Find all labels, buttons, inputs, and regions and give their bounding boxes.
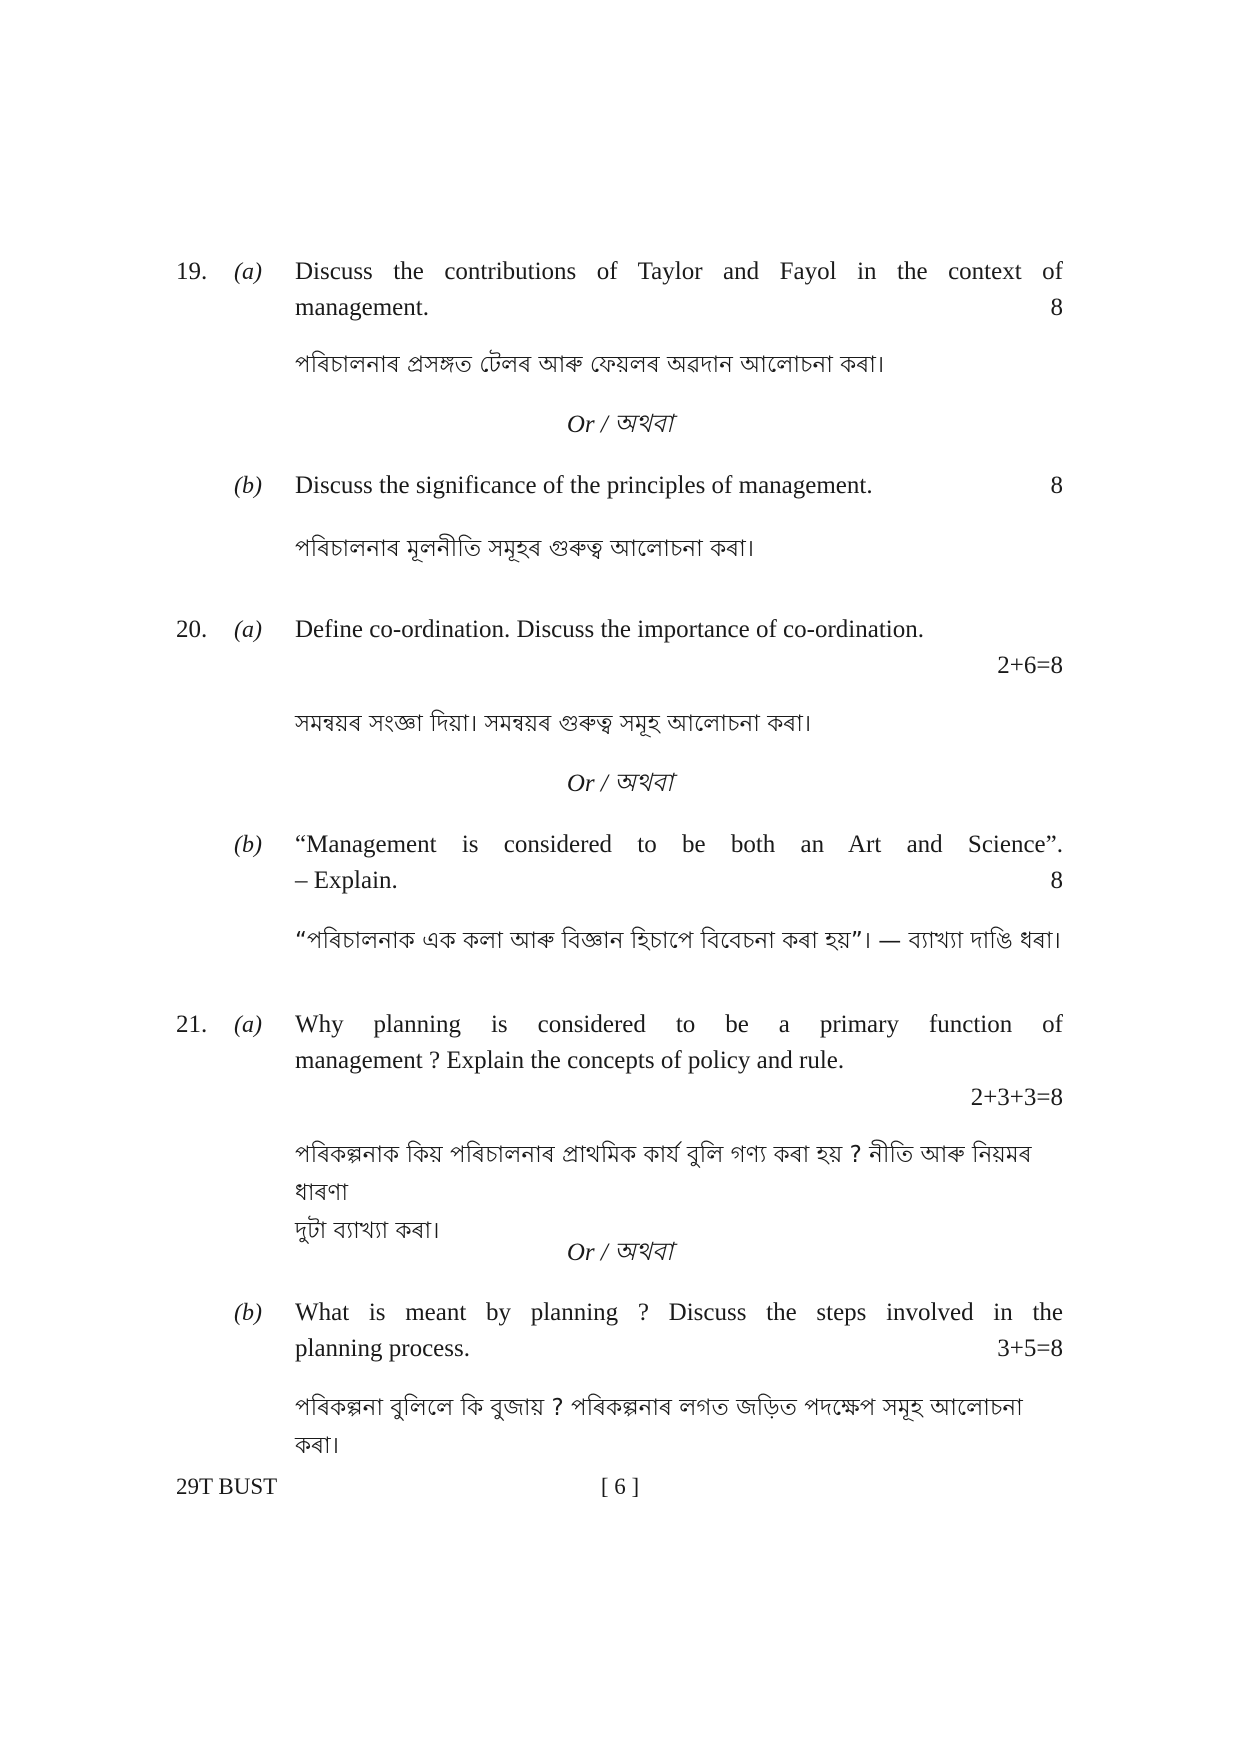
- marks: 8: [1050, 294, 1063, 321]
- part-label: (b): [234, 473, 262, 499]
- question-text-en: [295, 612, 1063, 648]
- marks: 8: [1050, 867, 1063, 894]
- text-line: – Explain.: [295, 867, 398, 894]
- question-text-as: পৰিচালনাৰ মূলনীতি সমূহৰ গুৰুত্ব আলোচনা কৰা।: [295, 536, 755, 562]
- marks: 2+3+3=8: [970, 1084, 1063, 1111]
- or-divider: Or / অথবা: [566, 411, 674, 438]
- text-line: What is meant by planning ? Discuss the steps involved in the: [295, 1299, 1063, 1326]
- part-label: (b): [234, 832, 262, 858]
- text-line: Define co-ordination. Discuss the importance of co-ordination.: [295, 616, 924, 643]
- question-text-as: পৰিচালনাৰ প্ৰসঙ্গত টেলৰ আৰু ফেয়লৰ অৱদান আলোচনা কৰা।: [295, 352, 885, 378]
- marks: 3+5=8: [997, 1335, 1063, 1362]
- text-line: planning process.: [295, 1335, 470, 1362]
- question-text-en: [295, 468, 1063, 504]
- marks: 8: [1050, 472, 1063, 499]
- part-label: (a): [234, 259, 262, 285]
- question-text-as: সমন্বয়ৰ সংজ্ঞা দিয়া। সমন্বয়ৰ গুৰুত্ব সমূহ আলোচনা কৰা।: [295, 711, 812, 737]
- or-divider: Or / অথবা: [566, 770, 674, 797]
- question-text-en: [295, 1295, 1063, 1367]
- question-text-en: [295, 254, 1063, 326]
- question-text-as: পৰিকল্পনা বুলিলে কি বুজায় ? পৰিকল্পনাৰ লগত জড়িত পদক্ষেপ সমূহ আলোচনা কৰা।: [295, 1395, 1023, 1459]
- part-label: (b): [234, 1300, 262, 1326]
- question-number: 20.: [176, 616, 208, 643]
- text-line: management ? Explain the concepts of policy and rule.: [295, 1047, 845, 1074]
- text-line: management.: [295, 294, 429, 321]
- page-number: [ 6 ]: [600, 1474, 640, 1499]
- question-number: 19.: [176, 258, 208, 285]
- text-line: Discuss the contributions of Taylor and Fayol in the context of: [295, 258, 1063, 285]
- text-line: দুটা ব্যাখ্যা কৰা।: [295, 1218, 440, 1244]
- question-text-as: “পৰিচালনাক এক কলা আৰু বিজ্ঞান হিচাপে বিবেচনা কৰা হয়”। — ব্যাখ্যা দাঙি ধৰা।: [295, 928, 1061, 954]
- question-text-en: [295, 827, 1063, 899]
- question-text-en: [295, 1007, 1063, 1079]
- text-line: Discuss the significance of the principles of management.: [295, 472, 873, 499]
- or-divider: Or / অথবা: [566, 1239, 674, 1266]
- text-line: পৰিকল্পনাক কিয় পৰিচালনাৰ প্ৰাথমিক কাৰ্য বুলি গণ্য কৰা হয় ? নীতি আৰু নিয়মৰ ধাৰণা: [295, 1142, 1032, 1206]
- question-number: 21.: [176, 1011, 208, 1038]
- marks: 2+6=8: [997, 652, 1063, 679]
- question-text-as: [295, 1136, 1065, 1250]
- text-line: “Management is considered to be both an Art and Science”.: [295, 831, 1063, 858]
- part-label: (a): [234, 617, 262, 643]
- text-line: Why planning is considered to be a primary function of: [295, 1011, 1063, 1038]
- part-label: (a): [234, 1012, 262, 1038]
- paper-code: 29T BUST: [176, 1474, 278, 1499]
